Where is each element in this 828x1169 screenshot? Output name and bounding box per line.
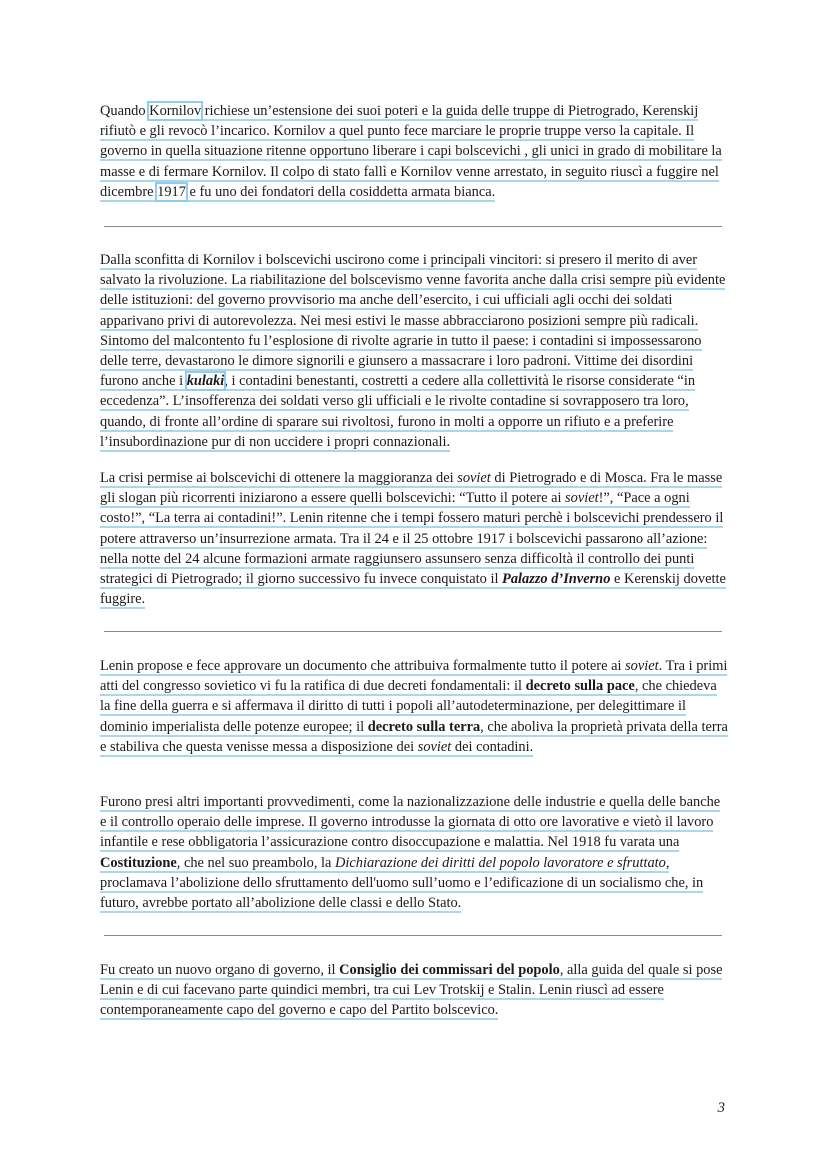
paragraph-sconfitta: Dalla sconfitta di Kornilov i bolscevichi uscirono come i principali vincitori: si presero il merito di aver salvato la rivoluzione. La riabilitazione del bolscevismo venne favorita anche dalla crisi sempre più evidente delle istituzioni: del governo provvisorio ma anche dell’esercito, i cui ufficiali agli occhi dei soldati apparivano privi di autorevolezza. Nei mesi estivi le masse abbracciarono posizioni sempre più radicali. Sintomo del malcontento fu l’esplosione di rivolte agrarie in tutto il paese: i contadini si impossessarono delle terre, devastarono le dimore signorili e giunsero a massacrare i loro padroni. Vittime dei disordini furono anche i kulaki, i contadini benestanti, costretti a cedere alla collettività le risorse considerate “in eccedenza”. L’insofferenza dei soldati verso gli ufficiali e le rivolte contadine si sovrapposero tra loro, quando, di fronte all’ordine di sparare sui rivoltosi, furono in molti a opporre un rifiuto e a preferire l’insubordinazione pur di non uccidere i propri connazionali. xyxy=(100,252,726,450)
divider xyxy=(104,631,722,632)
highlight-year: 1917 xyxy=(157,183,186,200)
divider xyxy=(104,226,722,227)
highlight-kulaki: kulaki xyxy=(186,373,225,390)
divider xyxy=(104,935,722,936)
paragraph-consiglio: Fu creato un nuovo organo di governo, il Consiglio dei commissari del popolo, alla guida del quale si pose Lenin e di cui facevano parte quindici membri, tra cui Lev Trotskij e Stalin. Lenin riuscì ad essere contemporaneamente capo del governo e capo del Partito bolscevico. xyxy=(100,962,723,1019)
paragraph-lenin: Lenin propose e fece approvare un documento che attribuiva formalmente tutto il potere ai soviet. Tra i primi atti del congresso sovietico vi fu la ratifica di due decreti fondamentali: il decreto sulla pace, che chiedeva la fine della guerra e si affermava il diritto di tutti i popoli all’autodeterminazione, per delegittimare il dominio imperialista delle potenze europee; il decreto sulla terra, che aboliva la proprietà privata della terra e stabiliva che questa venisse messa a disposizione dei soviet dei contadini. xyxy=(100,658,728,755)
paragraph-kornilov: Quando Kornilov richiese un’estensione dei suoi poteri e la guida delle truppe di Pietrogrado, Kerenskij rifiutò e gli revocò l’incarico. Kornilov a quel punto fece marciare le proprie truppe verso la capitale. Il governo in quella situazione ritenne opportuno liberare i capi bolscevichi , gli unici in grado di mobilitare la masse e di fermare Kornilov. Il colpo di stato fallì e Kornilov venne arrestato, in seguito riuscì a fuggire nel dicembre 1917 e fu uno dei fondatori della cosiddetta armata bianca. xyxy=(100,103,722,200)
paragraph-provvedimenti: Furono presi altri importanti provvedimenti, come la nazionalizzazione delle industrie e quella delle banche e il controllo operaio delle imprese. Il governo introdusse la giornata di otto ore lavorative e vietò il lavoro infantile e rese obbligatoria l’assicurazione contro disoccupazione e malattia. Nel 1918 fu varata una Costituzione, che nel suo preambolo, la Dichiarazione dei diritti del popolo lavoratore e sfruttato, proclamava l’abolizione dello sfruttamento dell'uomo sull’uomo e l’edificazione di un socialismo che, in futuro, avrebbe portato all’abolizione delle classi e dello Stato. xyxy=(100,794,721,912)
paragraph-crisi: La crisi permise ai bolscevichi di ottenere la maggioranza dei soviet di Pietrogrado e di Mosca. Fra le masse gli slogan più ricorrenti iniziarono a essere quelli bolscevichi: “Tutto il potere ai soviet!”, “Pace a ogni costo!”, “La terra ai contadini!”. Lenin ritenne che i tempi fossero maturi perchè i bolscevichi prendessero il potere attraverso un’insurrezione armata. Tra il 24 e il 25 ottobre 1917 i bolscevichi passarono all’azione: nella notte del 24 alcune formazioni armate raggiunsero assunsero senza difficoltà il controllo dei punti strategici di Pietrogrado; il giorno successivo fu invece conquistato il Palazzo d’Inverno e Kerenskij dovette fuggire. xyxy=(100,470,726,608)
page-number: 3 xyxy=(717,1100,725,1116)
highlight-kornilov: Kornilov xyxy=(149,103,202,119)
